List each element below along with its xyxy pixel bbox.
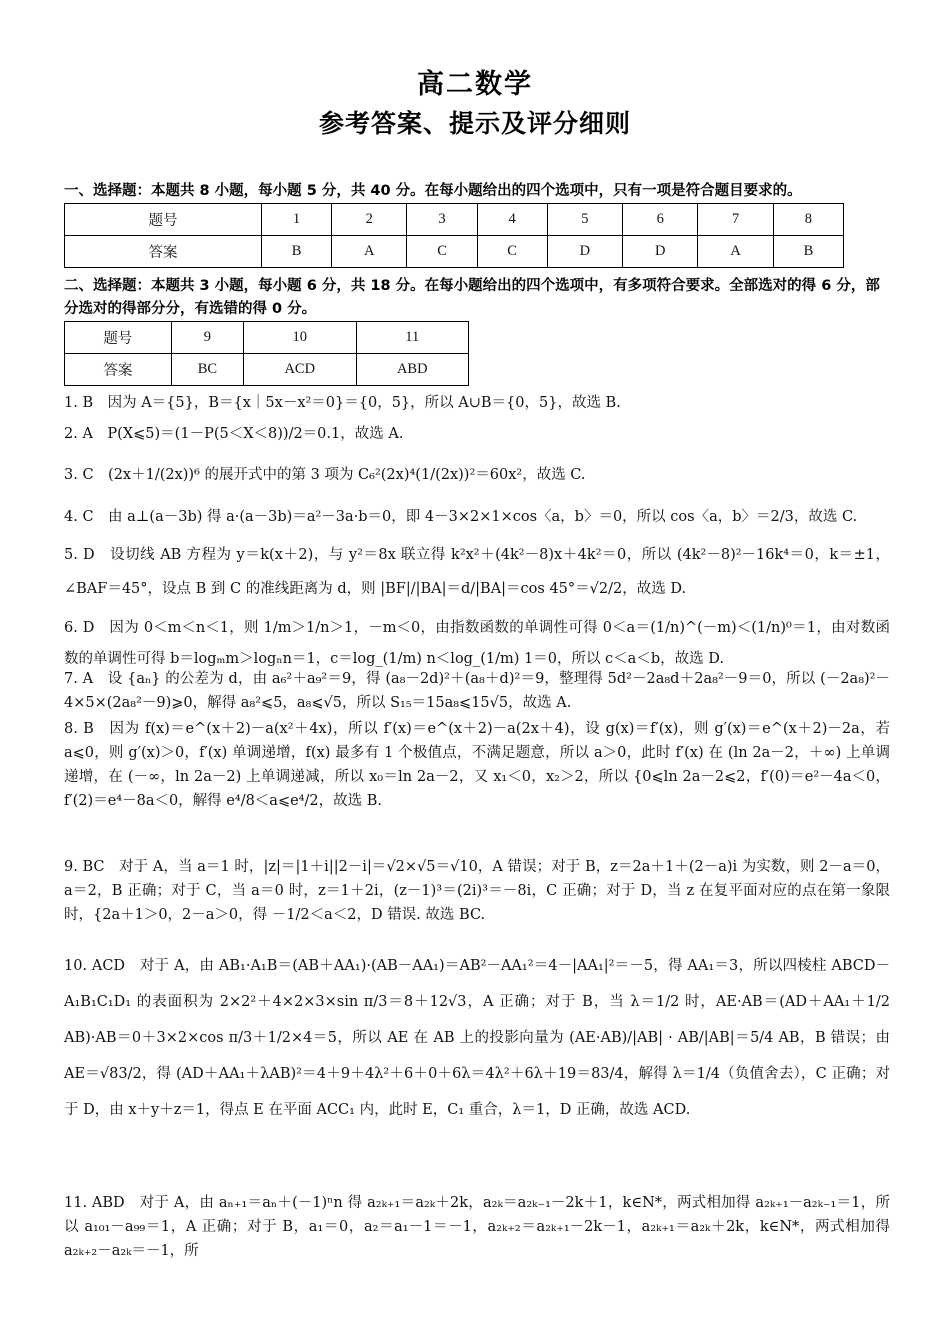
table-cell: 4 xyxy=(477,204,547,236)
solution-4: 4. C 由 a⊥(a－3b) 得 a·(a－3b)＝a²－3a·b＝0，即 4－3×2×1×cos〈a，b〉＝0，所以 cos〈a，b〉＝2/3，故选 C. xyxy=(64,509,858,525)
section2-heading: 二、选择题：本题共 3 小题，每小题 6 分，共 18 分。在每小题给出的四个选项中，有多项符合要求。全部选对的得 6 分，部分选对的得部分分，有选错的得 0 分。 xyxy=(64,278,880,317)
table-row xyxy=(65,236,844,268)
solution-2: 2. A P(X⩽5)＝(1－P(5＜X＜8))/2＝0.1，故选 A. xyxy=(64,426,404,442)
solution-3: 3. C (2x＋1/(2x))⁶ 的展开式中的第 3 项为 C₆²(2x)⁴(1/(2x))²＝60x²，故选 C. xyxy=(64,467,586,483)
table-cell: C xyxy=(407,236,477,268)
solution-5: 5. D 设切线 AB 方程为 y＝k(x＋2)，与 y²＝8x 联立得 k²x²＋(4k²－8)x＋4k²＝0，所以 (4k²－8)²－16k⁴＝0，k＝±1，∠BAF＝45°，设点 B 到 C 的准线距离为 d，则 |BF|/|BA|＝d/|BA|＝cos 45°＝√2/2，故选 D. xyxy=(64,547,890,597)
table-cell: ABD xyxy=(356,354,469,386)
table-row xyxy=(65,322,469,354)
solution-1: 1. B 因为 A＝{5}，B＝{x｜5x－x²＝0}＝{0，5}，所以 A∪B＝{0，5}，故选 B. xyxy=(64,395,621,411)
table-cell: 8 xyxy=(773,204,843,236)
table-cell: A xyxy=(332,236,407,268)
table-row xyxy=(65,354,469,386)
table-cell: D xyxy=(547,236,622,268)
table-cell: 1 xyxy=(262,204,332,236)
table-cell: A xyxy=(698,236,773,268)
answer-table-1 xyxy=(64,203,844,268)
table-cell: ACD xyxy=(244,354,356,386)
solution-9: 9. BC 对于 A，当 a＝1 时，|z|＝|1＋i||2－i|＝√2×√5＝√10，A 错误；对于 B，z＝2a＋1＋(2－a)i 为实数，则 2－a＝0，a＝2，B 正确；对于 C，当 a＝0 时，z＝1＋2i，(z－1)³＝(2i)³＝－8i，C 正确；对于 D，当 z 在复平面对应的点在第一象限时，{2a＋1＞0，2－a＞0，得 －1/2＜a＜2，D 错误. 故选 BC. xyxy=(64,859,890,923)
table-cell: 5 xyxy=(547,204,622,236)
table-cell: 2 xyxy=(332,204,407,236)
solution-6: 6. D 因为 0＜m＜n＜1，则 1/m＞1/n＞1，－m＜0，由指数函数的单调性可得 0＜a＝(1/n)^(－m)＜(1/n)⁰＝1，由对数函数的单调性可得 b＝logₘm＞logₙn＝1，c＝log_(1/m) n＜log_(1/m) 1＝0，所以 c＜a＜b，故选 D. xyxy=(64,620,890,667)
solution-8: 8. B 因为 f(x)＝e^(x＋2)－a(x²＋4x)，所以 f′(x)＝e^(x＋2)－a(2x＋4)，设 g(x)＝f′(x)，则 g′(x)＝e^(x＋2)－2a，若 a⩽0，则 g′(x)＞0，f′(x) 单调递增，f(x) 最多有 1 个极值点，不满足题意，所以 a＞0，此时 f′(x) 在 (ln 2a－2，＋∞) 上单调递增，在 (－∞，ln 2a－2) 上单调递减，所以 x₀＝ln 2a－2，又 x₁＜0，x₂＞2，所以 {0⩽ln 2a－2⩽2，f′(0)＝e²－4a＜0，f′(2)＝e⁴－8a＜0，解得 e⁴/8＜a⩽e⁴/2，故选 B. xyxy=(64,721,890,809)
table-cell: 9 xyxy=(171,322,243,354)
table-cell: 11 xyxy=(356,322,469,354)
table-cell: D xyxy=(623,236,698,268)
solution-10: 10. ACD 对于 A，由 AB₁·A₁B＝(AB＋AA₁)·(AB－AA₁)＝AB²－AA₁²＝4－|AA₁|²＝－5，得 AA₁＝3，所以四棱柱 ABCD－A₁B₁C₁D₁ 的表面积为 2×2²＋4×2×3×sin π/3＝8＋12√3，A 正确；对于 B，当 λ＝1/2 时，AE·AB＝(AD＋AA₁＋1/2 AB)·AB＝0＋3×2×cos π/3＋1/2×4＝5，所以 AE 在 AB 上的投影向量为 (AE·AB)/|AB| · AB/|AB|＝5/4 AB，B 错误；由 AE＝√83/2，得 (AD＋AA₁＋λAB)²＝4＋9＋4λ²＋6＋0＋6λ＝4λ²＋6λ＋19＝83/4，解得 λ＝1/4（负值舍去），C 正确；对于 D，由 x＋y＋z＝1，得点 E 在平面 ACC₁ 内，此时 E，C₁ 重合，λ＝1，D 正确，故选 ACD. xyxy=(64,958,890,1118)
table-cell: 6 xyxy=(623,204,698,236)
table-cell: C xyxy=(477,236,547,268)
row-label: 题号 xyxy=(65,322,172,354)
table-cell: 10 xyxy=(244,322,356,354)
table-cell: BC xyxy=(171,354,243,386)
answer-table-2 xyxy=(64,321,469,386)
table-cell: 7 xyxy=(698,204,773,236)
row-label: 题号 xyxy=(65,204,262,236)
row-label: 答案 xyxy=(65,236,262,268)
table-cell: B xyxy=(773,236,843,268)
solution-11: 11. ABD 对于 A，由 aₙ₊₁＝aₙ＋(－1)ⁿn 得 a₂ₖ₊₁＝a₂ₖ＋2k，a₂ₖ＝a₂ₖ₋₁－2k＋1，k∈N*，两式相加得 a₂ₖ₊₁－a₂ₖ₋₁＝1，所以 a₁₀₁－a₉₉＝1，A 正确；对于 B，a₁＝0，a₂＝a₁－1＝－1，a₂ₖ₊₂＝a₂ₖ₊₁－2k－1，a₂ₖ₊₁＝a₂ₖ＋2k，k∈N*，两式相加得 a₂ₖ₊₂－a₂ₖ＝－1，所 xyxy=(64,1195,890,1259)
table-cell: 3 xyxy=(407,204,477,236)
section1-heading: 一、选择题：本题共 8 小题，每小题 5 分，共 40 分。在每小题给出的四个选项中，只有一项是符合题目要求的。 xyxy=(64,183,802,199)
table-cell: B xyxy=(262,236,332,268)
row-label: 答案 xyxy=(65,354,172,386)
page-subtitle: 参考答案、提示及评分细则 xyxy=(318,109,631,138)
table-row xyxy=(65,204,844,236)
page-title: 高二数学 xyxy=(417,69,533,100)
solution-7: 7. A 设 {aₙ} 的公差为 d，由 a₆²＋a₉²＝9，得 (a₈－2d)²＋(a₈＋d)²＝9，整理得 5d²－2a₈d＋2a₈²－9＝0，所以 (－2a₈)²－4×5×(2a₈²－9)⩾0，解得 a₈²⩽5，a₈⩽√5，所以 S₁₅＝15a₈⩽15√5，故选 A. xyxy=(64,671,890,711)
